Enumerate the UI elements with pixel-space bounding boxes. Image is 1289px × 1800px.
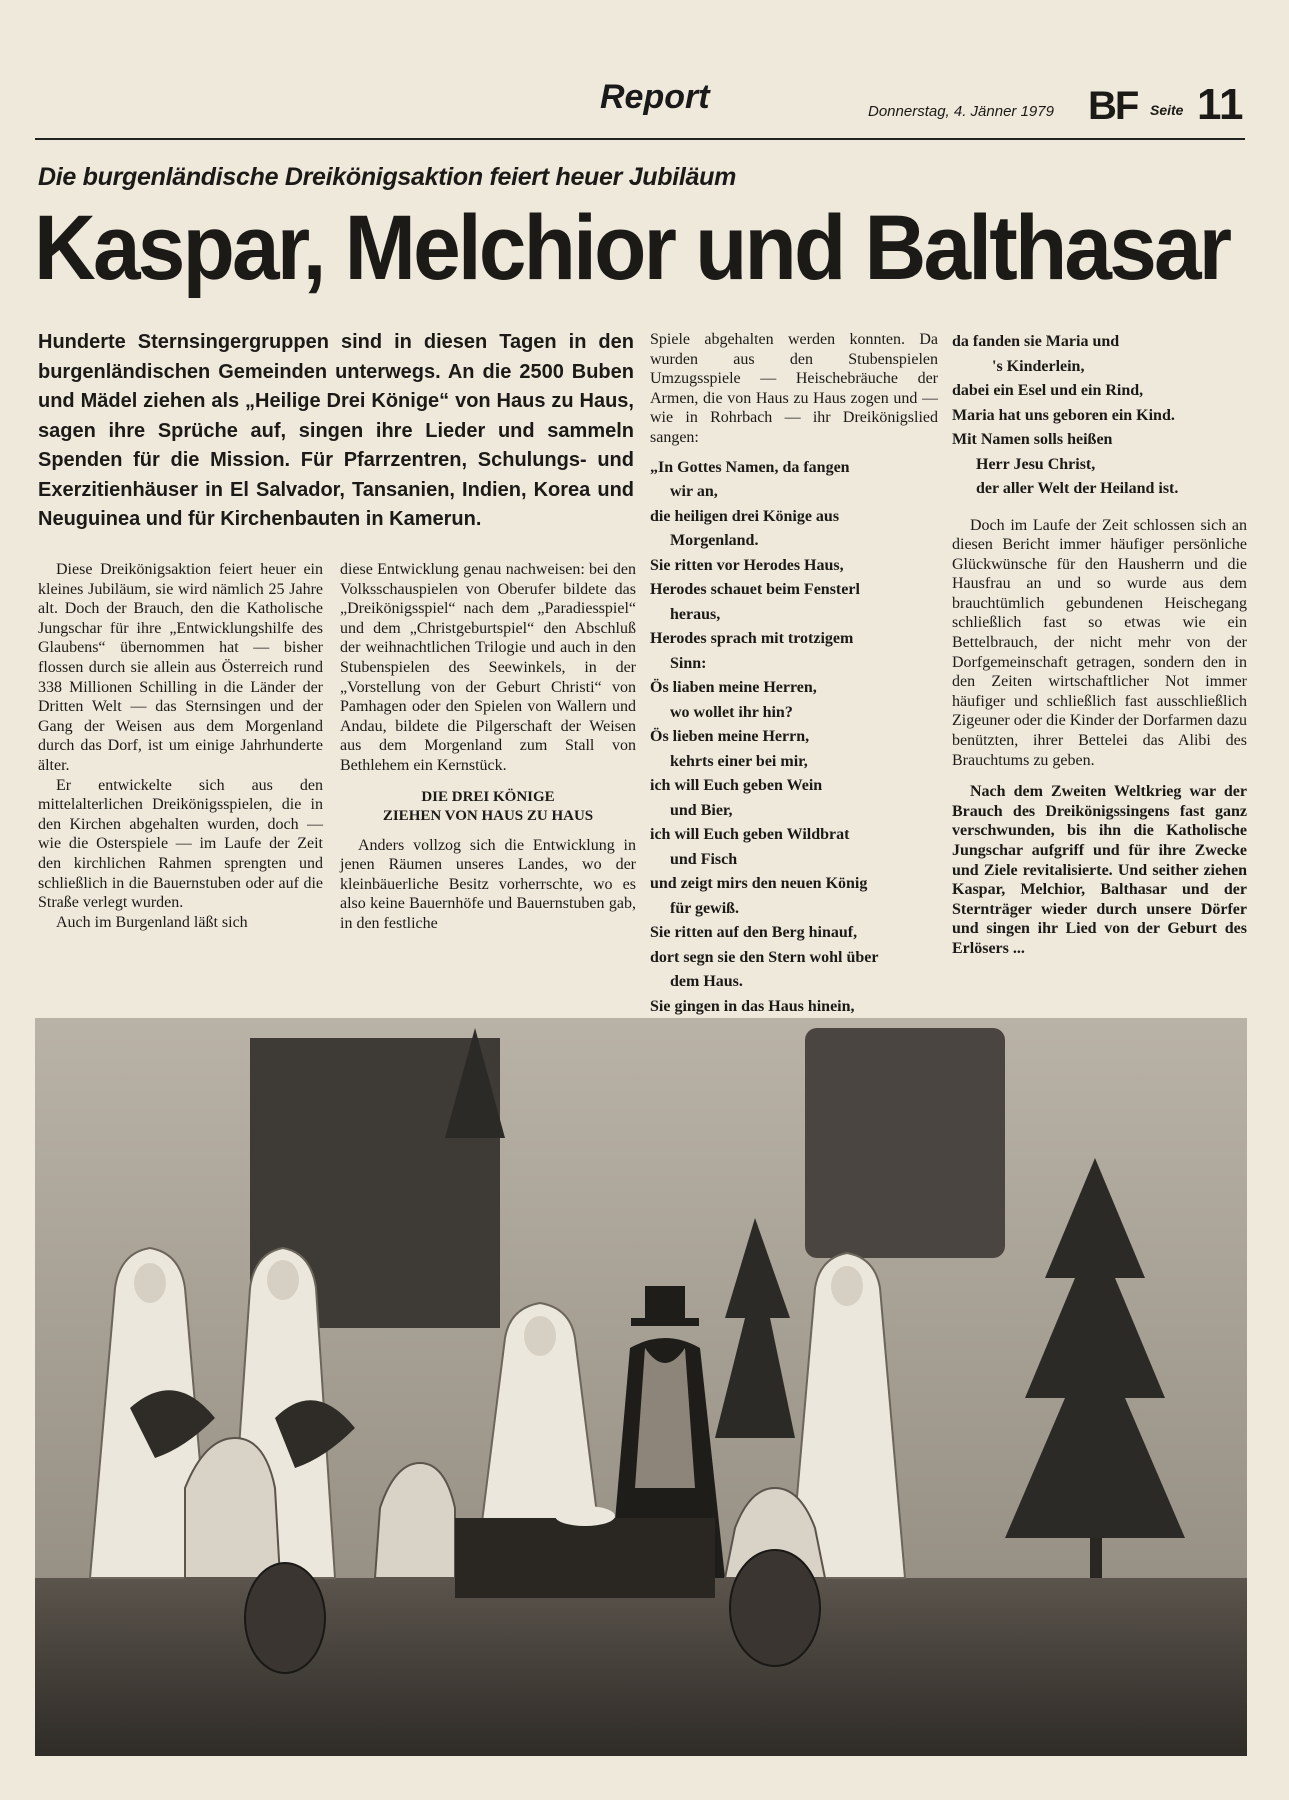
verse-line: heraus, (670, 605, 721, 623)
section-label: Report (600, 78, 710, 116)
verse-line: Herodes schauet beim Fensterl (650, 581, 860, 599)
article-headline: Kaspar, Melchior und Balthasar (34, 197, 1230, 299)
verse-line: dort segn sie den Stern wohl über (650, 948, 879, 966)
verse-line: kehrts einer bei mir, (670, 752, 808, 770)
verse-line: dem Haus. (670, 973, 743, 991)
paragraph: Auch im Burgenland läßt sich (56, 913, 248, 931)
subheading-line: ZIEHEN VON HAUS ZU HAUS (382, 807, 594, 824)
verse-line: und Bier, (670, 801, 733, 819)
column-3 (650, 330, 938, 1019)
paragraph: Anders vollzog sich die Entwicklung in jenen Räumen unseres Landes, wo der kleinbäuerliche Besitz vorherrschte, wo es also keine Bauernhöfe und Bauernstuben gab, in den festliche (340, 836, 636, 932)
verse-line: Herodes sprach mit trotzigem (650, 630, 854, 648)
paragraph: Diese Dreikönigsaktion feiert heuer ein kleines Jubiläum, sie wird nämlich 25 Jahre alt. Doch der Brauch, den die Katholische Jungschar für ihre „Entwicklungshilfe des Glaubens“ übernommen hat — bisher flossen durch sie allein aus Österreich rund 338 Millionen Schilling in die Länder der Dritten Welt — das Sternsingen und der Gang der Weisen aus dem Morgenland durch das Dorf, ist um einige Jahrhunderte älter. (38, 561, 323, 774)
verse-line: Maria hat uns geboren ein Kind. (952, 406, 1175, 424)
paragraph: Spiele abgehalten werden konnten. Da wurden aus den Stubenspielen Umzugsspiele — Heischebräuche der Armen, die von Haus zu Haus zogen und — wie in Rohrbach — ihr Dreikönigslied sangen: (650, 331, 938, 446)
paragraph: diese Entwicklung genau nachweisen: bei den Volksschauspielen von Oberufer bildete das „Dreikönigsspiel“ nach dem „Paradiesspiel“ und dem „Christgeburtspiel“ den Abschluß der weihnachtlichen Trilogie und auch in den Stubenspielen des Seewinkels, in der „Vorstellung von der Geburt Christi“ von Pamhagen oder den Spielen von Wallern und Andau, bildete die Pilgerschaft der Weisen aus dem Morgenland zum Stall von Bethlehem ein Kernstück. (340, 561, 636, 774)
paragraph: Nach dem Zweiten Weltkrieg war der Brauch des Dreikönigssingens fast ganz verschwunden, bis ihn die Katholische Jungschar aufgriff und für ihre Zwecke und Ziele revitalisierte. Und seither ziehen Kaspar, Melchior, Balthasar und der Sternträger wieder durch unsere Dörfer und singen ihr Lied von der Geburt des Erlösers ... (952, 783, 1247, 957)
column-4 (952, 330, 1247, 959)
page-number: 11 (1197, 80, 1244, 129)
column-1 (38, 560, 323, 932)
verse-line: Mit Namen solls heißen (952, 431, 1113, 448)
photo-cloth-on-table (555, 1506, 615, 1526)
verse-line: Sinn: (670, 654, 707, 672)
subheading-line: DIE DREI KÖNIGE (421, 788, 555, 805)
verse-line: und zeigt mirs den neuen König (650, 875, 868, 893)
verse-line: Morgenland. (670, 532, 759, 550)
column-2 (340, 560, 636, 934)
photo-ground (35, 1578, 1247, 1756)
verse-line: wir an, (670, 483, 718, 501)
verse-line: dabei ein Esel und ein Rind, (952, 382, 1144, 399)
article-lead: Hunderte Sternsingergruppen sind in diesen Tagen in den burgenländischen Gemeinden unterwegs. An die 2500 Buben und Mädel ziehen als „Heilige Drei Könige“ von Haus zu Haus, sagen ihre Sprüche auf, singen ihre Lieder und sammeln Spenden für die Mission. Für Pfarrzentren, Schulungs- und Exerzitienhäuser in El Salvador, Tansanien, Indien, Korea und Neuguinea und für Kirchenbauten in Kamerun. (38, 331, 634, 530)
subheading (340, 788, 636, 826)
verse-line: für gewiß. (670, 899, 740, 917)
page-label: Seite (1150, 102, 1184, 118)
verse-line: Sie ritten vor Herodes Haus, (650, 556, 844, 574)
brand-logo: BF (1088, 84, 1138, 128)
verse-line: und Fisch (670, 850, 738, 868)
photo-window-right (805, 1028, 1005, 1258)
verse-line: Ös liaben meine Herren, (650, 679, 817, 697)
verse-line: Sie gingen in das Haus hinein, (650, 997, 855, 1015)
verse-line: 's Kinderlein, (992, 357, 1085, 375)
photo-table (455, 1518, 715, 1598)
header-rule (35, 138, 1245, 140)
verse-line: die heiligen drei Könige aus (650, 507, 840, 525)
song-verse (650, 456, 938, 1020)
verse-line: wo wollet ihr hin? (670, 703, 793, 721)
verse-line: Herr Jesu Christ, (976, 455, 1096, 473)
verse-line: Ös lieben meine Herrn, (650, 728, 810, 746)
verse-line: ich will Euch geben Wein (650, 777, 823, 795)
song-verse (952, 330, 1247, 502)
article-photo (35, 1018, 1247, 1756)
verse-line: „In Gottes Namen, da fangen (650, 458, 850, 476)
verse-line: der aller Welt der Heiland ist. (976, 480, 1179, 497)
issue-date: Donnerstag, 4. Jänner 1979 (868, 103, 1054, 120)
verse-line: ich will Euch geben Wildbrat (650, 826, 850, 844)
article-kicker: Die burgenländische Dreikönigsaktion feiert heuer Jubiläum (38, 163, 737, 191)
verse-line: da fanden sie Maria und (952, 333, 1120, 350)
paragraph: Er entwickelte sich aus den mittelalterlichen Dreikönigsspielen, die in den Kirchen abgehalten wurden, doch — wie die Osterspiele — im Laufe der Zeit den kirchlichen Rahmen sprengten und schließlich in die Bauernstuben oder auf die Straße verlegt wurden. (38, 776, 323, 912)
photo-beard (635, 1348, 695, 1488)
photo-illustration (35, 1018, 1247, 1756)
paragraph: Doch im Laufe der Zeit schlossen sich an diesen Bericht immer häufiger persönliche Glückwünsche für den Hausherrn und die Hausfrau an und so wurde aus dem brauchtümlich gebundenen Heischegang schließlich fast so etwas wie ein Bettelbrauch, der nicht mehr von der Dorfgemeinschaft getragen, sondern den in den Zeiten wirtschaftlicher Not immer häufiger und schließlich fast ausschließlich Zigeuner oder die Kinder der Dorfarmen dazu benützten, ihrer Bettelei das Alibi des Brauchtums zu geben. (952, 516, 1247, 769)
verse-line: Sie ritten auf den Berg hinauf, (650, 924, 858, 942)
